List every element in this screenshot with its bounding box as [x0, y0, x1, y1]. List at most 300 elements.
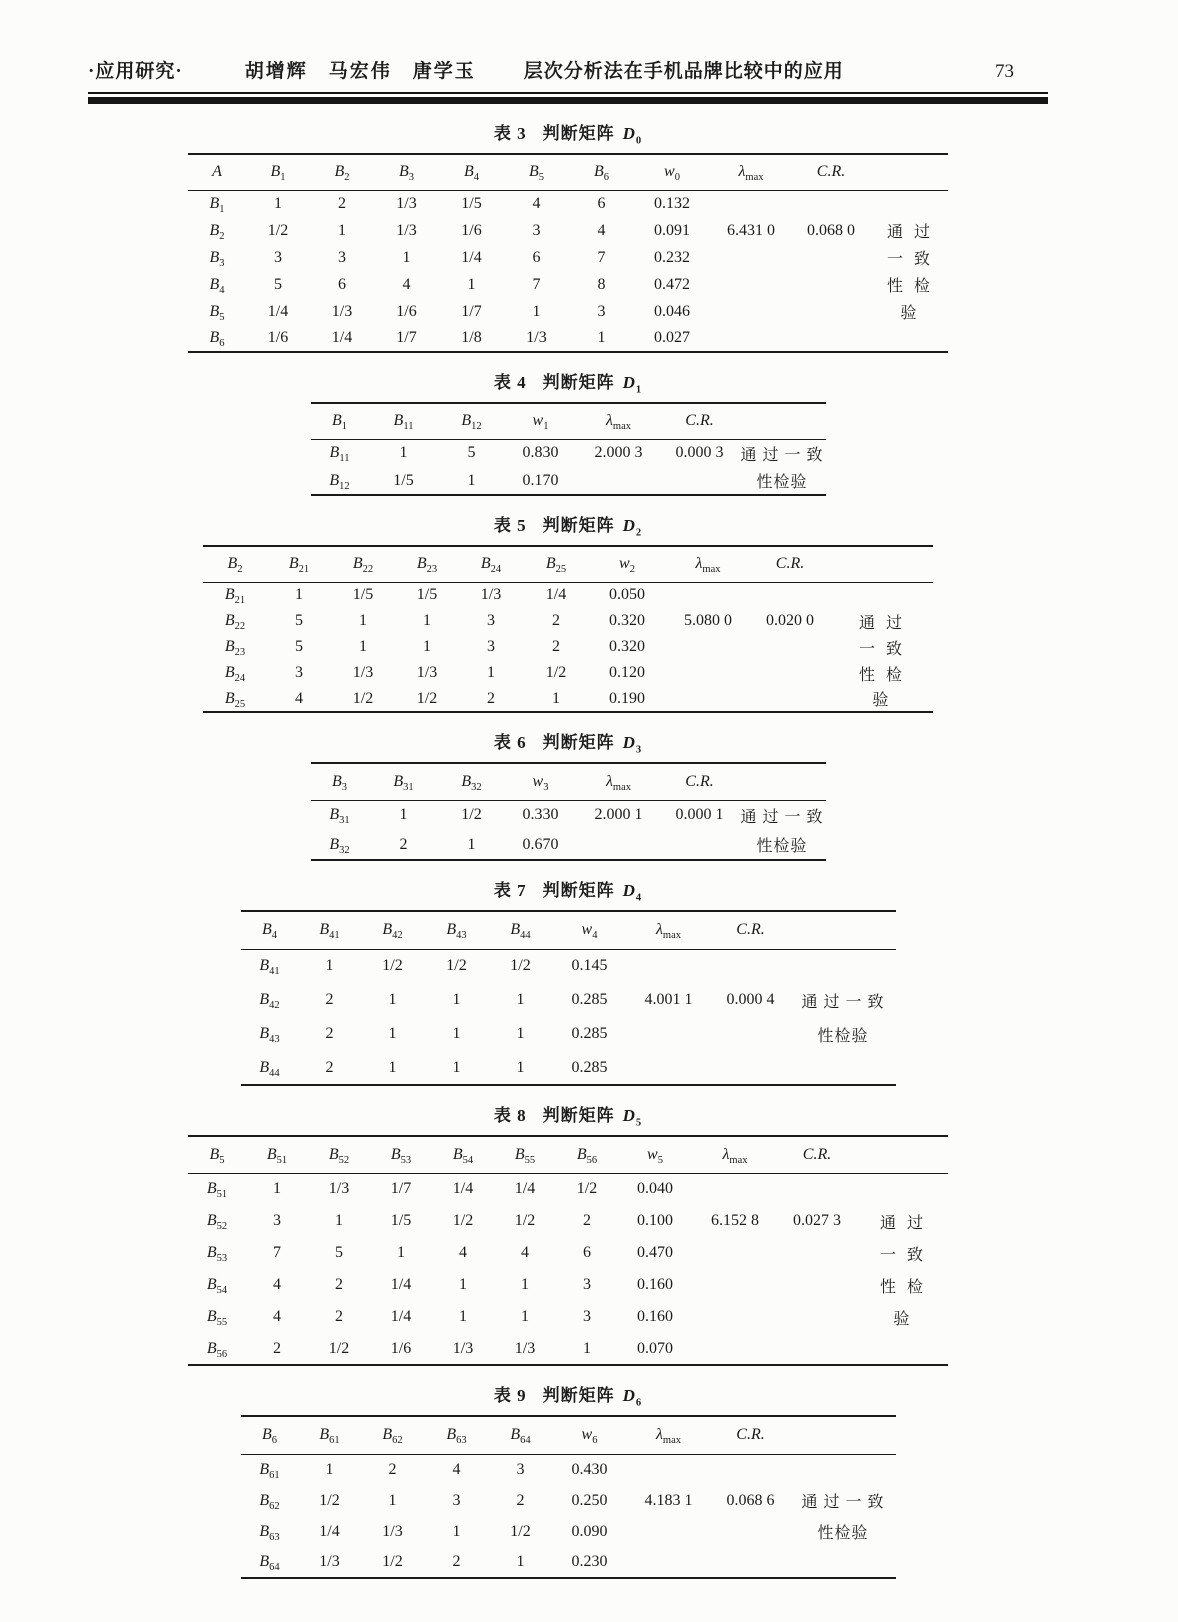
column-header: $B_5$ — [528, 163, 545, 184]
matrix-cell: 3 — [273, 1212, 281, 1229]
consistency-note: 通 过 — [879, 1214, 924, 1232]
matrix-cell: 4 — [532, 194, 541, 212]
matrix-cell: 0.232 — [654, 248, 690, 266]
table-row — [203, 608, 933, 634]
row-label: $B_{51}$ — [206, 1180, 228, 1201]
matrix-cell — [778, 1173, 856, 1205]
judgment-matrix-table — [241, 910, 896, 1086]
consistency-note — [791, 1547, 896, 1578]
column-header: C.R. — [736, 921, 765, 939]
column-header: $B_{61}$ — [319, 1426, 340, 1447]
caption-number: 表 4 — [493, 373, 527, 392]
matrix-cell: 1 — [335, 1212, 343, 1229]
column-header: $B_2$ — [227, 555, 243, 576]
matrix-cell: 1/3 — [480, 586, 502, 604]
matrix-cell: 3 — [516, 1460, 525, 1478]
consistency-note: 性检验 — [756, 838, 808, 855]
matrix-cell: 0.120 — [609, 664, 645, 681]
matrix-cell: 1/4 — [390, 1308, 412, 1325]
matrix-cell: 0.160 — [637, 1308, 673, 1325]
row-label: $B_{63}$ — [259, 1522, 280, 1543]
authors: 胡增辉 马宏伟 唐学玉 — [244, 61, 476, 82]
consistency-note — [870, 325, 948, 352]
matrix-cell: 1 — [399, 806, 408, 824]
table-row — [311, 467, 826, 495]
matrix-cell: 0.020 0 — [766, 612, 814, 629]
matrix-cell: 1/2 — [510, 1522, 531, 1540]
caption-number: 表 5 — [493, 516, 527, 535]
matrix-cell: 7 — [273, 1244, 281, 1261]
matrix-cell: 1/2 — [352, 689, 374, 707]
row-label: $B_{31}$ — [329, 806, 350, 827]
judgment-matrix-table — [241, 1415, 896, 1579]
table-row — [241, 1454, 896, 1485]
matrix-cell: 1/4 — [390, 1276, 412, 1293]
caption-matrix-symbol: $D_4$ — [622, 881, 643, 904]
column-header: $B_3$ — [331, 772, 348, 793]
matrix-cell: 1/7 — [396, 329, 417, 346]
consistency-note — [829, 582, 933, 608]
matrix-cell: 2 — [516, 1491, 525, 1509]
matrix-cell: 1 — [423, 638, 431, 655]
column-header: $\lambda_{max}$ — [605, 412, 631, 433]
matrix-cell: 5 — [335, 1244, 343, 1261]
row-label: $B_{61}$ — [259, 1460, 280, 1481]
column-header: $\lambda_{max}$ — [695, 555, 721, 576]
table-row — [203, 582, 933, 608]
consistency-note: 性检验 — [756, 474, 808, 491]
consistency-note: 通 过 一 致 — [740, 808, 824, 826]
row-label: $B_{55}$ — [206, 1308, 228, 1329]
matrix-cell: 2 — [325, 1058, 334, 1076]
matrix-cell: 3 — [295, 664, 303, 681]
matrix-cell: 2.000 1 — [594, 806, 643, 824]
column-header — [829, 546, 933, 582]
matrix-cell: 0.070 — [637, 1339, 673, 1357]
matrix-cell: 1/5 — [393, 471, 414, 489]
matrix-cell: 1 — [452, 1025, 461, 1042]
matrix-cell — [577, 830, 661, 860]
column-header: C.R. — [802, 1145, 832, 1163]
column-header: $B_{32}$ — [461, 772, 482, 793]
matrix-cell: 0.050 — [609, 586, 645, 604]
matrix-cell: 2 — [552, 612, 560, 629]
matrix-cell — [665, 582, 751, 608]
matrix-cell: 1/6 — [461, 221, 482, 239]
table-block — [88, 713, 1048, 861]
matrix-cell: 0.000 1 — [675, 806, 724, 824]
table-row — [203, 686, 933, 712]
matrix-cell — [792, 325, 870, 352]
table-block — [88, 861, 1048, 1086]
matrix-cell: 1 — [597, 329, 606, 346]
caption-title: 判断矩阵 — [542, 881, 615, 900]
table-row — [188, 271, 948, 298]
matrix-cell: 3 — [597, 302, 606, 320]
matrix-cell — [710, 190, 792, 217]
table-row — [241, 1051, 896, 1085]
matrix-cell: 1/4 — [461, 248, 482, 266]
matrix-cell — [711, 1017, 791, 1051]
matrix-cell — [710, 298, 792, 325]
matrix-cell: 1/4 — [267, 302, 289, 320]
matrix-cell: 4.183 1 — [644, 1491, 693, 1509]
matrix-cell: 1 — [388, 991, 397, 1008]
row-label: $B_{44}$ — [259, 1058, 280, 1079]
matrix-cell: 1/2 — [328, 1339, 350, 1357]
column-header: $B_{44}$ — [510, 921, 531, 942]
column-header — [739, 403, 826, 439]
column-header: $w_4$ — [581, 921, 598, 942]
column-header — [791, 911, 896, 949]
matrix-cell — [627, 1454, 711, 1485]
table-caption — [493, 876, 643, 904]
matrix-cell: 1 — [459, 1276, 467, 1293]
caption-number: 表 9 — [493, 1386, 527, 1405]
table-block — [88, 353, 1048, 496]
row-label: $B_{25}$ — [224, 689, 246, 710]
matrix-cell: 4 — [273, 1276, 281, 1293]
table-caption — [493, 119, 643, 147]
consistency-note — [856, 1173, 948, 1205]
column-header: $\lambda_{max}$ — [605, 772, 631, 793]
consistency-note: 通 过 一 致 — [801, 993, 885, 1011]
row-label: $B_{64}$ — [259, 1553, 280, 1574]
column-header: $B_{23}$ — [416, 555, 438, 576]
matrix-cell: 1 — [397, 1244, 405, 1261]
table-row — [203, 660, 933, 686]
table-row — [241, 983, 896, 1017]
matrix-cell: 2 — [273, 1339, 281, 1357]
table-caption — [493, 728, 643, 756]
column-header: $B_{12}$ — [461, 412, 482, 433]
matrix-cell — [692, 1333, 778, 1365]
table-caption — [493, 368, 643, 396]
row-label: $B_2$ — [209, 221, 225, 242]
matrix-cell: 1/2 — [267, 221, 289, 239]
matrix-cell: 1/4 — [319, 1522, 340, 1540]
matrix-cell: 0.830 — [522, 444, 559, 462]
matrix-cell: 0.145 — [571, 957, 608, 975]
column-header: $B_{51}$ — [266, 1145, 288, 1166]
column-header: $B_{54}$ — [452, 1145, 474, 1166]
matrix-cell: 1/3 — [514, 1339, 536, 1357]
column-header — [791, 1416, 896, 1454]
column-header: $B_{62}$ — [382, 1426, 403, 1447]
matrix-cell — [692, 1237, 778, 1269]
matrix-cell: 6 — [597, 194, 606, 212]
matrix-cell: 2 — [338, 194, 346, 212]
matrix-cell — [692, 1173, 778, 1205]
matrix-cell: 1 — [516, 991, 525, 1008]
matrix-cell: 1 — [402, 248, 411, 266]
matrix-cell — [711, 949, 791, 983]
row-label: $B_{43}$ — [259, 1025, 280, 1046]
table-row — [311, 800, 826, 830]
matrix-cell — [665, 686, 751, 712]
row-label: $B_{56}$ — [206, 1339, 228, 1360]
column-header: $w_3$ — [532, 772, 549, 793]
matrix-cell: 4 — [597, 221, 606, 239]
matrix-cell: 4 — [273, 1308, 281, 1325]
matrix-cell: 2 — [487, 689, 495, 707]
consistency-note: 性检验 — [817, 1027, 869, 1045]
matrix-cell: 1 — [388, 1025, 397, 1042]
matrix-cell: 1 — [459, 1308, 467, 1325]
matrix-cell: 4 — [452, 1460, 461, 1478]
consistency-note: 通 过 — [886, 224, 931, 241]
column-header: A — [212, 163, 222, 181]
matrix-cell: 2 — [552, 638, 560, 655]
matrix-cell: 1/5 — [461, 194, 482, 212]
column-header: $B_3$ — [398, 163, 415, 184]
caption-title: 判断矩阵 — [542, 124, 615, 143]
row-label: $B_3$ — [209, 248, 225, 269]
column-header: C.R. — [775, 555, 805, 573]
matrix-cell: 1 — [338, 221, 346, 239]
table-row — [241, 1516, 896, 1547]
consistency-note — [856, 1333, 948, 1365]
caption-number: 表 8 — [493, 1106, 527, 1125]
matrix-cell: 1 — [467, 471, 476, 489]
matrix-cell: 0.320 — [609, 612, 645, 629]
matrix-cell: 0.068 6 — [726, 1491, 775, 1509]
consistency-note — [791, 1051, 896, 1085]
matrix-cell: 0.068 0 — [807, 221, 855, 239]
table-row — [188, 1205, 948, 1237]
column-header: $w_5$ — [647, 1145, 663, 1166]
column-header: $B_{25}$ — [545, 555, 567, 576]
matrix-cell — [751, 686, 829, 712]
matrix-cell: 1 — [467, 275, 476, 293]
consistency-note: 通 过 — [858, 614, 903, 632]
matrix-cell: 1 — [516, 1553, 525, 1570]
matrix-cell: 1/2 — [461, 806, 482, 824]
matrix-cell: 0.470 — [637, 1244, 673, 1261]
matrix-cell: 1/3 — [452, 1339, 474, 1357]
matrix-cell: 1 — [516, 1058, 525, 1076]
matrix-cell: 0.472 — [654, 275, 690, 293]
column-header: C.R. — [816, 163, 846, 181]
matrix-cell — [710, 325, 792, 352]
matrix-cell: 5 — [467, 444, 476, 462]
row-label: $B_{23}$ — [224, 638, 246, 659]
table-row — [311, 439, 826, 467]
column-header: $\lambda_{max}$ — [655, 921, 681, 942]
row-label: $B_{24}$ — [224, 664, 246, 685]
matrix-cell: 1 — [583, 1339, 591, 1357]
matrix-cell: 3 — [487, 612, 495, 629]
matrix-cell — [711, 1051, 791, 1085]
table-block — [88, 496, 1048, 713]
table-row — [188, 190, 948, 217]
caption-matrix-symbol: $D_5$ — [622, 1106, 643, 1129]
caption-number: 表 6 — [493, 733, 527, 752]
matrix-cell — [792, 271, 870, 298]
matrix-cell: 1 — [452, 1058, 461, 1076]
table-row — [241, 949, 896, 983]
consistency-note — [870, 190, 948, 217]
column-header: C.R. — [685, 772, 714, 790]
matrix-cell — [792, 190, 870, 217]
matrix-cell: 1 — [274, 194, 282, 212]
judgment-matrix-table — [203, 545, 933, 713]
matrix-cell: 0.091 — [654, 221, 690, 239]
matrix-cell: 3 — [583, 1308, 591, 1325]
matrix-cell: 1/6 — [390, 1339, 412, 1357]
matrix-cell: 0.430 — [571, 1460, 608, 1478]
matrix-cell — [627, 1547, 711, 1578]
matrix-cell: 1 — [273, 1180, 281, 1198]
matrix-cell: 0.090 — [571, 1522, 608, 1540]
matrix-cell — [577, 467, 661, 495]
matrix-cell — [627, 1516, 711, 1547]
page-number: 73 — [995, 61, 1014, 82]
caption-title: 判断矩阵 — [542, 516, 615, 535]
matrix-cell: 1/2 — [452, 1212, 474, 1229]
matrix-cell: 1 — [325, 957, 334, 975]
table-caption — [493, 1101, 643, 1129]
matrix-cell: 1 — [521, 1276, 529, 1293]
matrix-cell: 3 — [532, 221, 541, 239]
consistency-note: 性 检 — [858, 666, 903, 684]
column-header: $w_1$ — [532, 412, 549, 433]
column-header: $\lambda_{max}$ — [655, 1426, 681, 1447]
column-header: $B_{31}$ — [393, 772, 414, 793]
judgment-matrix-tables — [88, 104, 1048, 1579]
matrix-cell: 1/3 — [526, 329, 547, 346]
matrix-cell: 1/3 — [331, 302, 353, 320]
paper-title: 层次分析法在手机品牌比较中的应用 — [523, 61, 844, 82]
matrix-cell: 2.000 3 — [594, 444, 643, 462]
column-header: $B_4$ — [261, 921, 278, 942]
judgment-matrix-table — [188, 1135, 948, 1366]
table-row — [188, 1269, 948, 1301]
matrix-cell: 1 — [467, 835, 476, 853]
matrix-cell: 1/3 — [352, 664, 374, 681]
caption-matrix-symbol: $D_6$ — [622, 1386, 643, 1409]
matrix-cell: 0.027 — [654, 329, 690, 346]
caption-matrix-symbol: $D_2$ — [622, 516, 643, 539]
matrix-cell: 0.100 — [637, 1212, 673, 1229]
matrix-cell: 1/3 — [328, 1180, 350, 1198]
matrix-cell — [710, 271, 792, 298]
matrix-cell: 0.285 — [571, 991, 608, 1008]
matrix-cell — [778, 1237, 856, 1269]
matrix-cell: 1 — [487, 664, 495, 681]
caption-title: 判断矩阵 — [542, 373, 615, 392]
row-label: $B_{54}$ — [206, 1276, 228, 1297]
column-header: $w_2$ — [619, 555, 635, 576]
consistency-note — [791, 949, 896, 983]
matrix-cell: 1/6 — [267, 329, 289, 346]
consistency-note: 一 致 — [886, 251, 931, 268]
matrix-cell: 1 — [552, 689, 560, 707]
column-header: $B_{53}$ — [390, 1145, 412, 1166]
matrix-cell: 1/7 — [390, 1180, 412, 1198]
row-label: $B_{12}$ — [329, 471, 350, 492]
matrix-cell: 7 — [597, 248, 606, 266]
matrix-cell: 0.046 — [654, 302, 690, 320]
matrix-cell: 1/4 — [331, 329, 353, 346]
matrix-cell — [711, 1516, 791, 1547]
matrix-cell: 2 — [325, 991, 334, 1008]
matrix-cell: 5.080 0 — [684, 612, 732, 629]
matrix-cell: 0.040 — [637, 1180, 673, 1198]
matrix-cell: 1/2 — [545, 664, 567, 681]
table-row — [241, 1547, 896, 1578]
table-caption — [493, 511, 643, 539]
column-header: $B_1$ — [270, 163, 286, 184]
matrix-cell: 1/2 — [510, 957, 531, 975]
matrix-cell: 0.320 — [609, 638, 645, 655]
matrix-cell: 0.160 — [637, 1276, 673, 1293]
table-row — [241, 1485, 896, 1516]
column-header: $w_0$ — [664, 163, 680, 184]
matrix-cell — [751, 660, 829, 686]
matrix-cell: 0.000 4 — [726, 991, 775, 1008]
caption-matrix-symbol: $D_3$ — [622, 733, 643, 756]
matrix-cell: 1 — [295, 586, 303, 604]
table-row — [311, 830, 826, 860]
consistency-note: 验 — [893, 1310, 911, 1328]
column-header: $B_{22}$ — [352, 555, 374, 576]
judgment-matrix-table — [188, 153, 948, 353]
matrix-cell: 1/2 — [382, 957, 403, 975]
matrix-cell — [778, 1301, 856, 1333]
consistency-note: 验 — [900, 305, 918, 322]
table-row — [188, 1301, 948, 1333]
consistency-note: 一 致 — [879, 1246, 924, 1264]
caption-matrix-symbol: $D_1$ — [622, 373, 643, 396]
matrix-cell: 2 — [335, 1276, 343, 1293]
matrix-cell — [661, 830, 739, 860]
caption-title: 判断矩阵 — [542, 733, 615, 752]
consistency-note: 性检验 — [817, 1525, 869, 1542]
consistency-note — [791, 1454, 896, 1485]
table-caption — [493, 1381, 643, 1409]
matrix-cell — [665, 634, 751, 660]
table-block — [88, 1086, 1048, 1366]
column-header — [739, 763, 826, 800]
row-label: $B_{53}$ — [206, 1244, 228, 1265]
row-label: $B_{32}$ — [329, 835, 350, 856]
matrix-cell: 5 — [295, 612, 303, 629]
table-row — [188, 217, 948, 244]
matrix-cell: 1 — [452, 1522, 461, 1540]
journal-section-label: ·应用研究· — [88, 61, 183, 82]
matrix-cell — [778, 1269, 856, 1301]
column-header: $B_{11}$ — [393, 412, 414, 433]
matrix-cell: 1/2 — [576, 1180, 598, 1198]
matrix-cell — [665, 660, 751, 686]
matrix-cell — [751, 582, 829, 608]
matrix-cell: 1 — [359, 638, 367, 655]
matrix-cell: 1/4 — [514, 1180, 536, 1198]
row-label: $B_{21}$ — [224, 586, 246, 607]
matrix-cell: 2 — [452, 1553, 461, 1570]
matrix-cell — [661, 467, 739, 495]
column-header: $B_2$ — [334, 163, 350, 184]
matrix-cell: 1 — [388, 1491, 397, 1509]
row-label: $B_5$ — [209, 302, 225, 323]
matrix-cell — [711, 1547, 791, 1578]
page-header — [88, 56, 1048, 83]
matrix-cell: 8 — [597, 275, 606, 293]
matrix-cell: 1 — [399, 444, 408, 462]
column-header: $B_{42}$ — [382, 921, 403, 942]
matrix-cell: 1 — [423, 612, 431, 629]
